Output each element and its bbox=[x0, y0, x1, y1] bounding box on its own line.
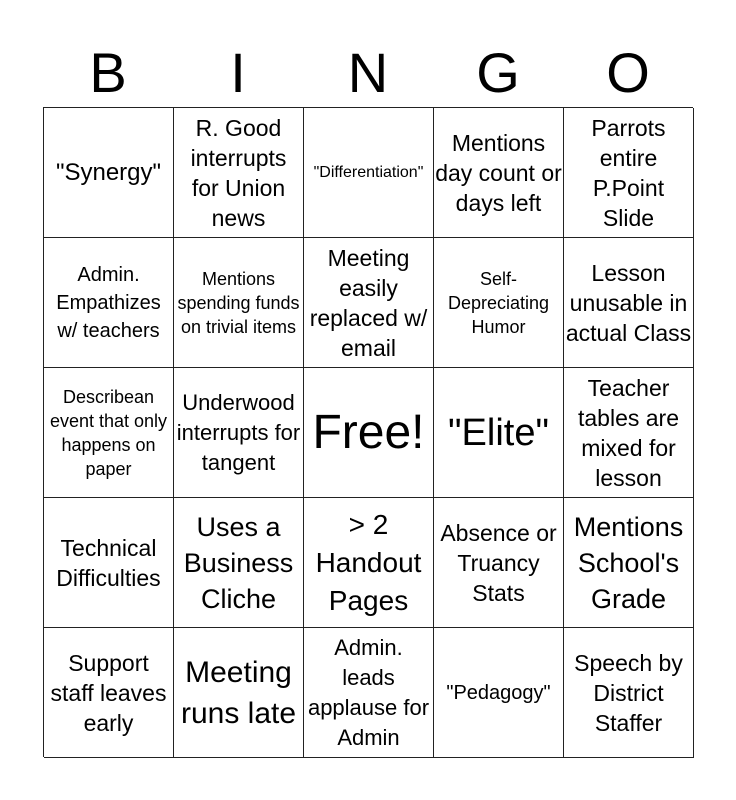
bingo-cell[interactable] bbox=[44, 498, 174, 628]
header-letter-g: G bbox=[476, 41, 520, 104]
cell-text: Underwood interrupts for tangent bbox=[176, 389, 301, 475]
bingo-cell[interactable] bbox=[434, 498, 564, 628]
bingo-cell[interactable] bbox=[174, 368, 304, 498]
cell-text: Self-Depreciating Humor bbox=[447, 268, 550, 337]
bingo-cell[interactable] bbox=[564, 238, 694, 368]
bingo-cell[interactable] bbox=[304, 238, 434, 368]
cell-text: Mentions spending funds on trivial items bbox=[177, 268, 300, 337]
cell-text: Uses a Business Cliche bbox=[183, 511, 294, 614]
cell-text: Absence or Truancy Stats bbox=[440, 519, 557, 606]
bingo-cell[interactable] bbox=[434, 108, 564, 238]
header-letter-b: B bbox=[89, 41, 127, 104]
bingo-cell[interactable] bbox=[174, 498, 304, 628]
cell-text: Admin. Empathizes w/ teachers bbox=[56, 263, 161, 342]
bingo-cell[interactable] bbox=[44, 238, 174, 368]
bingo-cell[interactable] bbox=[174, 238, 304, 368]
cell-text: "Differentiation" bbox=[313, 164, 424, 181]
cell-text: Meeting runs late bbox=[180, 655, 297, 730]
bingo-header bbox=[43, 38, 693, 108]
bingo-cell[interactable] bbox=[304, 108, 434, 238]
bingo-cell-free[interactable] bbox=[304, 368, 434, 498]
cell-text: Mentions School's Grade bbox=[573, 511, 684, 614]
cell-text: Parrots entire P.Point Slide bbox=[591, 114, 666, 231]
bingo-cell[interactable] bbox=[564, 368, 694, 498]
cell-text: "Synergy" bbox=[55, 158, 162, 186]
bingo-cell[interactable] bbox=[564, 108, 694, 238]
cell-text: Describean event that only happens on paper bbox=[49, 386, 168, 479]
bingo-cell[interactable] bbox=[564, 628, 694, 758]
bingo-cell[interactable] bbox=[44, 108, 174, 238]
bingo-cell[interactable] bbox=[304, 498, 434, 628]
header-letter-n: N bbox=[347, 41, 389, 104]
bingo-cell[interactable] bbox=[174, 628, 304, 758]
bingo-board bbox=[43, 107, 693, 757]
free-space-text: Free! bbox=[312, 405, 425, 459]
bingo-cell[interactable] bbox=[564, 498, 694, 628]
cell-text: Meeting easily replaced w/ email bbox=[309, 244, 428, 361]
header-letter-o: O bbox=[606, 41, 650, 104]
bingo-cell[interactable] bbox=[434, 628, 564, 758]
cell-text: > 2 Handout Pages bbox=[315, 508, 422, 616]
cell-text: Technical Difficulties bbox=[56, 534, 161, 591]
cell-text: Mentions day count or days left bbox=[435, 129, 562, 216]
bingo-cell[interactable] bbox=[434, 368, 564, 498]
cell-text: R. Good interrupts for Union news bbox=[190, 114, 287, 231]
cell-text: Speech by District Staffer bbox=[574, 649, 683, 736]
bingo-cell[interactable] bbox=[434, 238, 564, 368]
cell-text: Admin. leads applause for Admin bbox=[307, 634, 430, 750]
cell-text: Support staff leaves early bbox=[50, 649, 167, 736]
cell-text: "Elite" bbox=[448, 411, 549, 454]
bingo-cell[interactable] bbox=[44, 628, 174, 758]
bingo-cell[interactable] bbox=[174, 108, 304, 238]
cell-text: Teacher tables are mixed for lesson bbox=[577, 374, 679, 491]
cell-text: Lesson unusable in actual Class bbox=[565, 259, 692, 346]
bingo-cell[interactable] bbox=[304, 628, 434, 758]
cell-text: "Pedagogy" bbox=[446, 681, 551, 704]
bingo-cell[interactable] bbox=[44, 368, 174, 498]
header-letter-i: I bbox=[230, 41, 246, 104]
